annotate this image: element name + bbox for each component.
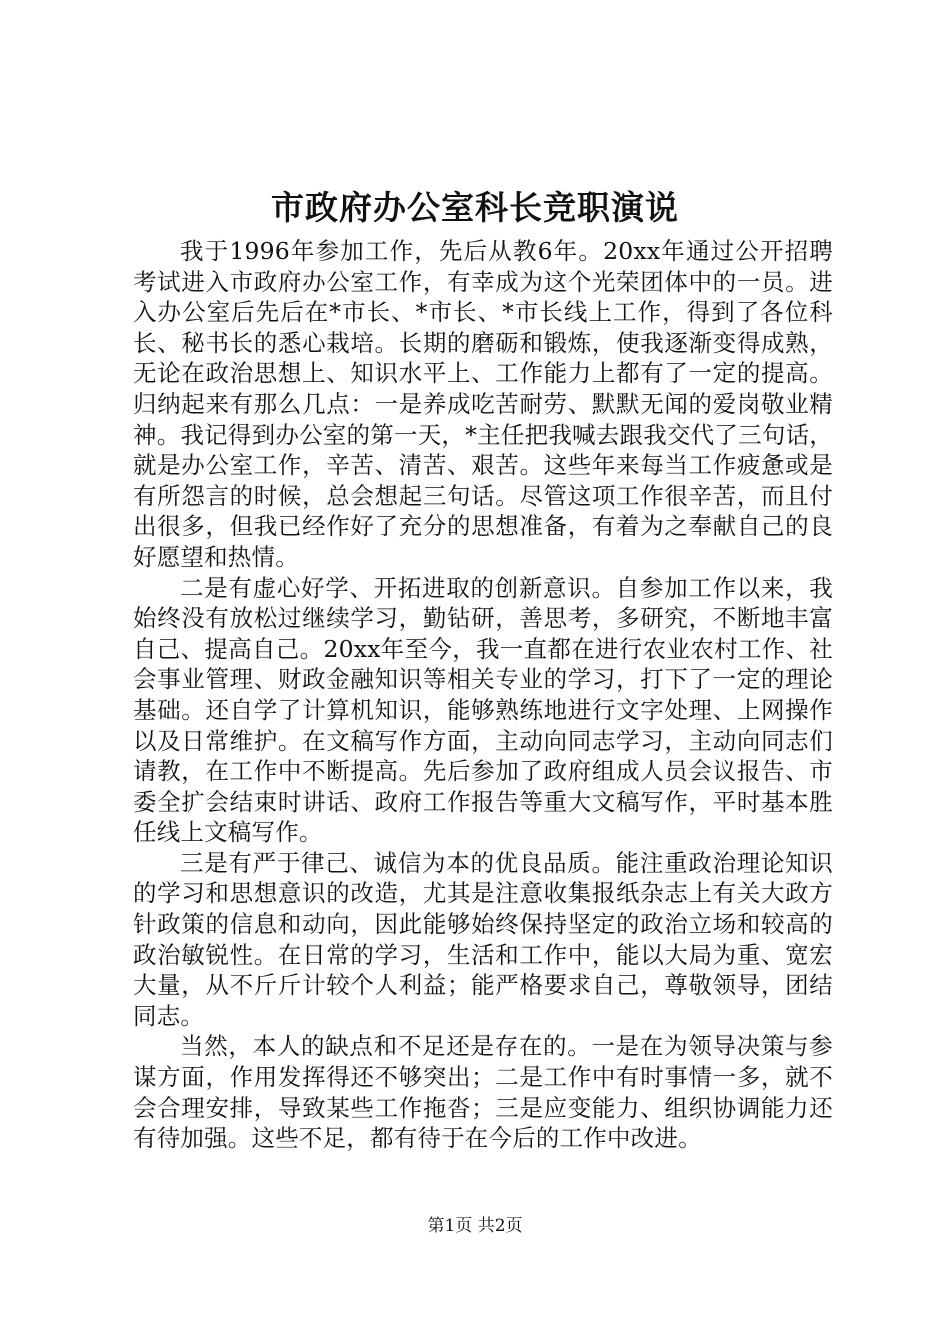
paragraph-3: 三是有严于律己、诚信为本的优良品质。能注重政治理论知识的学习和思想意识的改造，尤其是注意收集报纸杂志上有关大政方针政策的信息和动向，因此能够始终保持坚定的政治立场和较高的政治敏锐性。在日常的学习，生活和工作中，能以大局为重、宽宏大量，从不斤斤计较个人利益；能严格要求自己，尊敬领导，团结同志。: [133, 848, 833, 1030]
paragraph-1: 我于1996年参加工作，先后从教6年。20xx年通过公开招聘考试进入市政府办公室工作，有幸成为这个光荣团体中的一员。进入办公室后先后在*市长、*市长、*市长线上工作，得到了各位科长、秘书长的悉心栽培。长期的磨砺和锻炼，使我逐渐变得成熟，无论在政治思想上、知识水平上、工作能力上都有了一定的提高。归纳起来有那么几点：一是养成吃苦耐劳、默默无闻的爱岗敬业精神。我记得到办公室的第一天，*主任把我喊去跟我交代了三句话，就是办公室工作，辛苦、清苦、艰苦。这些年来每当工作疲惫或是有所怨言的时候，总会想起三句话。尽管这项工作很辛苦，而且付出很多，但我已经作好了充分的思想准备，有着为之奉献自己的良好愿望和热情。: [133, 237, 833, 571]
paragraph-4: 当然，本人的缺点和不足还是存在的。一是在为领导决策与参谋方面，作用发挥得还不够突出；二是工作中有时事情一多，就不会合理安排，导致某些工作拖沓；三是应变能力、组织协调能力还有待加强。这些不足，都有待于在今后的工作中改进。: [133, 1032, 833, 1153]
document-title: 市政府办公室科长竞职演说: [271, 188, 679, 227]
paragraph-2: 二是有虚心好学、开拓进取的创新意识。自参加工作以来，我始终没有放松过继续学习，勤钻研，善思考，多研究，不断地丰富自己、提高自己。20xx年至今，我一直都在进行农业农村工作、社会事业管理、财政金融知识等相关专业的学习，打下了一定的理论基础。还自学了计算机知识，能够熟练地进行文字处理、上网操作以及日常维护。在文稿写作方面，主动向同志学习，主动向同志们请教，在工作中不断提高。先后参加了政府组成人员会议报告、市委全扩会结束时讲话、政府工作报告等重大文稿写作，平时基本胜任线上文稿写作。: [133, 573, 833, 847]
page-footer: 第1页 共2页: [427, 1216, 523, 1236]
document-body: [133, 236, 833, 1154]
